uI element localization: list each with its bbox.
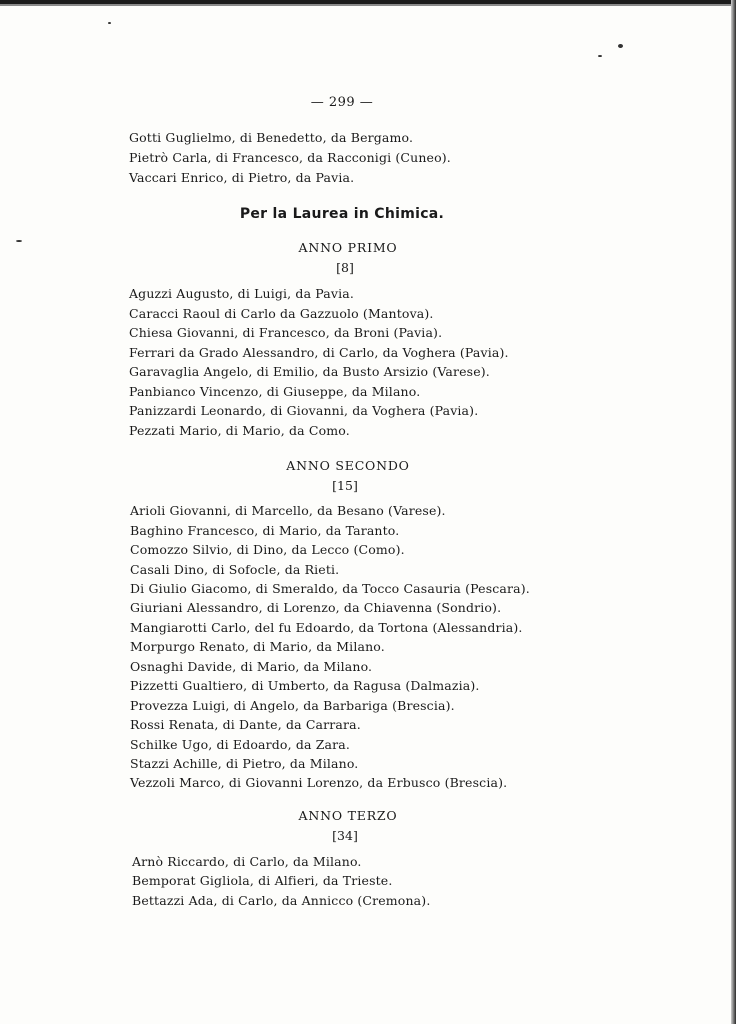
- list-item: Pezzati Mario, di Mario, da Como.: [129, 423, 350, 438]
- year-title: ANNO SECONDO: [286, 458, 410, 473]
- list-item: Gotti Guglielmo, di Benedetto, da Bergamo.: [129, 130, 414, 145]
- list-item: Provezza Luigi, di Angelo, da Barbariga (Brescia).: [130, 698, 455, 713]
- list-item: Mangiarotti Carlo, del fu Edoardo, da Tortona (Alessandria).: [130, 620, 523, 635]
- page-number: — 299 —: [310, 95, 374, 110]
- list-item: Baghino Francesco, di Mario, da Taranto.: [130, 523, 400, 538]
- year-title: ANNO TERZO: [298, 808, 398, 823]
- list-item: Vaccari Enrico, di Pietro, da Pavia.: [129, 170, 355, 185]
- list-item: Giuriani Alessandro, di Lorenzo, da Chiavenna (Sondrio).: [130, 600, 502, 615]
- student-count: [8]: [336, 260, 354, 275]
- list-item: Caracci Raoul di Carlo da Gazzuolo (Mantova).: [129, 306, 434, 321]
- list-item: Chiesa Giovanni, di Francesco, da Broni (Pavia).: [129, 325, 443, 340]
- list-item: Casali Dino, di Sofocle, da Rieti.: [130, 562, 340, 577]
- list-item: Schilke Ugo, di Edoardo, da Zara.: [130, 737, 351, 752]
- list-item: Vezzoli Marco, di Giovanni Lorenzo, da Erbusco (Brescia).: [130, 775, 508, 790]
- list-item: Garavaglia Angelo, di Emilio, da Busto Arsizio (Varese).: [129, 364, 490, 379]
- section-title: Per la Laurea in Chimica.: [239, 206, 445, 222]
- list-item: Osnaghi Davide, di Mario, da Milano.: [130, 659, 373, 674]
- list-item: Stazzi Achille, di Pietro, da Milano.: [130, 756, 359, 771]
- student-count: [15]: [332, 478, 358, 493]
- list-item: Aguzzi Augusto, di Luigi, da Pavia.: [129, 286, 354, 301]
- year-title: ANNO PRIMO: [298, 240, 398, 255]
- list-item: Pietrò Carla, di Francesco, da Racconigi (Cuneo).: [129, 150, 451, 165]
- list-item: Bettazzi Ada, di Carlo, da Annicco (Cremona).: [132, 893, 431, 908]
- list-item: Bemporat Gigliola, di Alfieri, da Trieste.: [132, 873, 393, 888]
- list-item: Arioli Giovanni, di Marcello, da Besano (Varese).: [130, 503, 446, 518]
- student-count: [34]: [332, 828, 358, 843]
- list-item: Panizzardi Leonardo, di Giovanni, da Voghera (Pavia).: [129, 403, 479, 418]
- list-item: Di Giulio Giacomo, di Smeraldo, da Tocco Casauria (Pescara).: [130, 581, 530, 596]
- list-item: Ferrari da Grado Alessandro, di Carlo, da Voghera (Pavia).: [129, 345, 509, 360]
- list-item: Morpurgo Renato, di Mario, da Milano.: [130, 639, 385, 654]
- list-item: Pizzetti Gualtiero, di Umberto, da Ragusa (Dalmazia).: [130, 678, 480, 693]
- list-item: Panbianco Vincenzo, di Giuseppe, da Milano.: [129, 384, 421, 399]
- list-item: Comozzo Silvio, di Dino, da Lecco (Como).: [130, 542, 405, 557]
- list-item: Arnò Riccardo, di Carlo, da Milano.: [132, 854, 362, 869]
- list-item: Rossi Renata, di Dante, da Carrara.: [130, 717, 361, 732]
